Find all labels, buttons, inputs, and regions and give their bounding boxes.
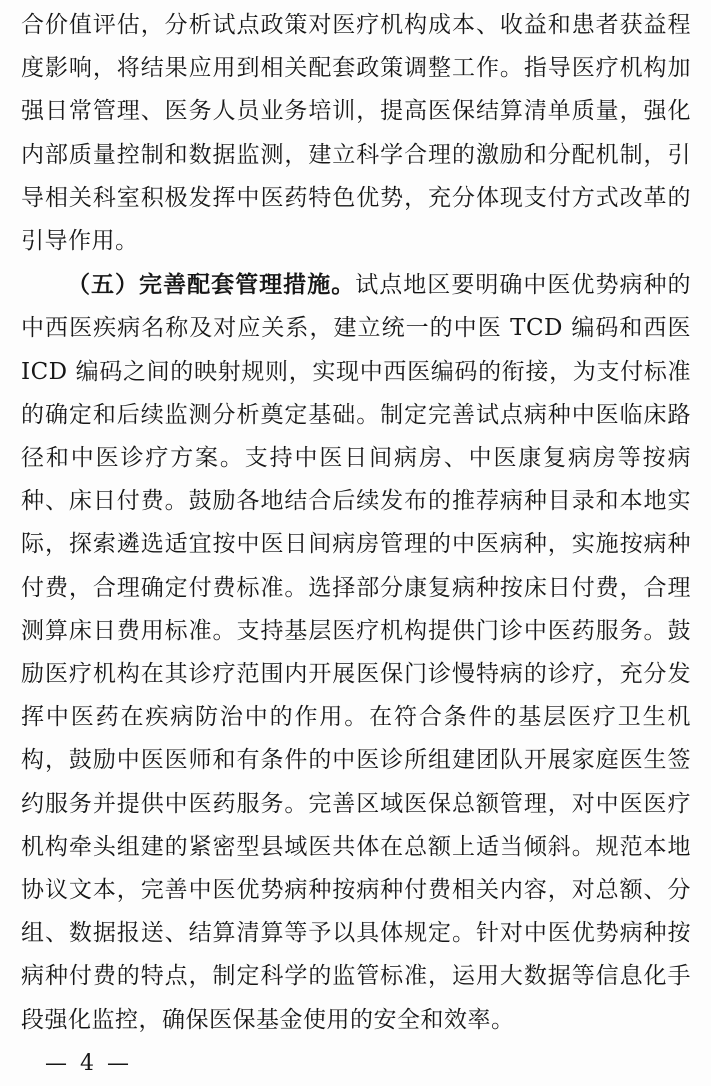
text-line: 测算床日费用标准。支持基层医疗机构提供门诊中医药服务。鼓	[21, 617, 691, 644]
text-line: 病种付费的特点，制定科学的监管标准，运用大数据等信息化手	[21, 963, 691, 990]
text-run: 试点地区要明确中医优势病种的	[355, 272, 692, 299]
text-line: 约服务并提供中医药服务。完善区域医保总额管理，对中医医疗	[21, 790, 691, 817]
page-number: — 4 —	[45, 1050, 132, 1076]
paragraph-end-line: 段强化监控，确保医保基金使用的安全和效率。	[21, 1006, 515, 1033]
text-line: 合价值评估，分析试点政策对医疗机构成本、收益和患者获益程	[21, 12, 691, 38]
text-line: 导相关科室积极发挥中医药特色优势，充分体现支付方式改革的	[21, 184, 691, 211]
text-line: 径和中医诊疗方案。支持中医日间病房、中医康复病房等按病	[21, 445, 691, 472]
text-line: 中西医疾病名称及对应关系，建立统一的中医 TCD 编码和西医	[21, 315, 691, 342]
body-text	[21, 4, 691, 1042]
text-line: 挥中医药在疾病防治中的作用。在符合条件的基层医疗卫生机	[21, 704, 691, 731]
text-line: 励医疗机构在其诊疗范围内开展医保门诊慢特病的诊疗，充分发	[21, 661, 691, 688]
text-line: 机构牵头组建的紧密型县域医共体在总额上适当倾斜。规范本地	[21, 833, 691, 860]
paragraph-end-line: 引导作用。	[21, 228, 139, 255]
text-line: 内部质量控制和数据监测，建立科学合理的激励和分配机制，引	[21, 141, 691, 168]
section-heading: （五）完善配套管理措施。	[67, 271, 356, 299]
text-line: 度影响，将结果应用到相关配套政策调整工作。指导医疗机构加	[21, 55, 691, 82]
text-line: 的确定和后续监测分析奠定基础。制定完善试点病种中医临床路	[21, 401, 691, 428]
text-line: 协议文本，完善中医优势病种按病种付费相关内容，对总额、分	[21, 877, 691, 904]
text-line: 强日常管理、医务人员业务培训，提高医保结算清单质量，强化	[21, 98, 691, 125]
text-line: 种、床日付费。鼓励各地结合后续发布的推荐病种目录和本地实	[21, 488, 691, 515]
text-line: 付费，合理确定付费标准。选择部分康复病种按床日付费，合理	[21, 574, 691, 601]
text-line: 组、数据报送、结算清算等予以具体规定。针对中医优势病种按	[21, 920, 691, 947]
text-line: 际，探索遴选适宜按中医日间病房管理的中医病种，实施按病种	[21, 531, 691, 558]
text-line: ICD 编码之间的映射规则，实现中西医编码的衔接，为支付标准	[21, 358, 691, 385]
section-heading-line	[21, 263, 691, 307]
text-line: 构，鼓励中医医师和有条件的中医诊所组建团队开展家庭医生签	[21, 747, 691, 774]
